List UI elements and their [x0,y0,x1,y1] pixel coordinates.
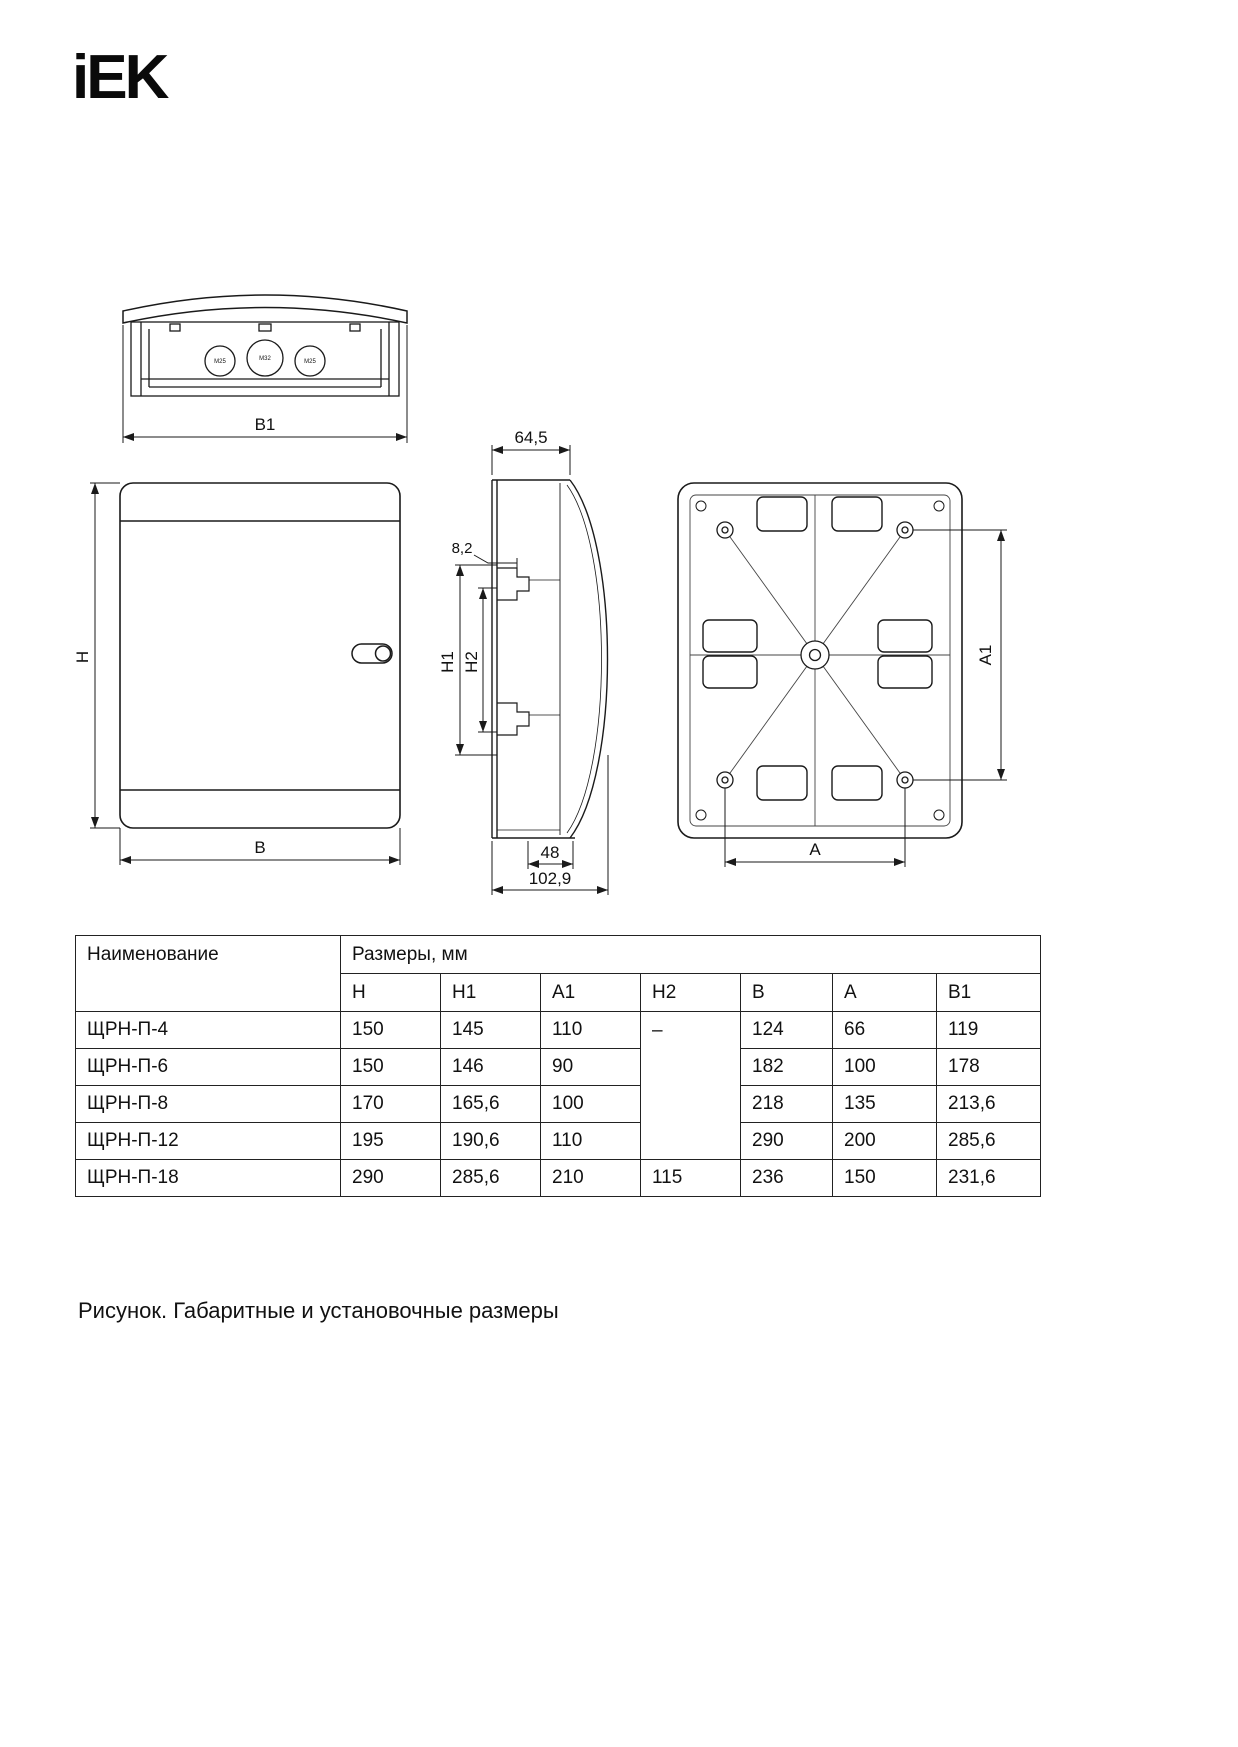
cell-h: 150 [341,1049,441,1086]
front-view-drawing [73,475,413,875]
cell-a: 150 [833,1160,937,1197]
cell-b1: 231,6 [937,1160,1041,1197]
cell-b: 182 [741,1049,833,1086]
back-view-drawing [670,475,1025,875]
cell-b: 124 [741,1012,833,1049]
b-dimension-label: B [254,838,266,857]
cell-h1: 145 [441,1012,541,1049]
side-profile [492,480,608,838]
figure-caption: Рисунок. Габаритные и установочные размеры [78,1298,559,1323]
table-row [76,1049,1041,1086]
col-header-b: B [741,974,833,1012]
cell-b1: 213,6 [937,1086,1041,1123]
iek-logo: iEK [72,43,167,112]
cell-a1: 90 [541,1049,641,1086]
col-header-a: A [833,974,937,1012]
cell-h1: 146 [441,1049,541,1086]
cell-name: ЩРН-П-4 [76,1012,341,1049]
col-group-header-sizes: Размеры, мм [341,936,1041,974]
cell-b: 236 [741,1160,833,1197]
h1-dimension-label: H1 [438,651,457,673]
cell-h: 170 [341,1086,441,1123]
col-header-name: Наименование [76,936,341,1012]
cell-a1: 110 [541,1123,641,1160]
knockout-label-m25-right: M25 [304,359,316,365]
cell-a1: 100 [541,1086,641,1123]
cell-b: 290 [741,1123,833,1160]
h-dimension-label: H [73,650,92,664]
cell-h: 290 [341,1160,441,1197]
table-row [76,1160,1041,1197]
table-row [76,1123,1041,1160]
dimensions-table [75,935,1041,1197]
cell-a: 66 [833,1012,937,1049]
side-view-drawing [440,425,630,905]
cell-b1: 119 [937,1012,1041,1049]
cell-name: ЩРН-П-18 [76,1160,341,1197]
cell-b1: 285,6 [937,1123,1041,1160]
enclosure-door [120,483,400,828]
a1-dimension-label: A1 [976,644,995,666]
door-handle [352,644,392,663]
knockout-label-m25-left: M25 [214,359,226,365]
cell-h1: 285,6 [441,1160,541,1197]
table-header-row-1 [76,936,1041,974]
cell-a1: 110 [541,1012,641,1049]
table-row [76,1086,1041,1123]
cell-name: ЩРН-П-12 [76,1123,341,1160]
knockout-label-m32: M32 [259,356,271,362]
cell-a1: 210 [541,1160,641,1197]
depth-64-dimension-label: 64,5 [514,428,548,447]
cell-name: ЩРН-П-8 [76,1086,341,1123]
depth-102-dimension-label: 102,9 [528,869,572,888]
col-header-a1: A1 [541,974,641,1012]
rail-48-dimension-label: 48 [540,843,560,862]
cell-a: 135 [833,1086,937,1123]
b1-dimension-label: B1 [254,415,276,434]
top-view-lid [123,295,407,323]
clip-dimension-label: 8,2 [451,540,473,557]
col-header-b1: B1 [937,974,1041,1012]
table-row [76,1012,1041,1049]
cell-h1: 165,6 [441,1086,541,1123]
cell-a: 100 [833,1049,937,1086]
h2-dimension-label: H2 [462,651,481,673]
a-dimension-label: A [809,840,821,859]
depth-64-dimension [492,445,570,475]
cell-b: 218 [741,1086,833,1123]
din-rail-clips [497,568,560,830]
cell-h1: 190,6 [441,1123,541,1160]
cell-b1: 178 [937,1049,1041,1086]
h-dimension [90,483,120,828]
col-header-h: H [341,974,441,1012]
cell-name: ЩРН-П-6 [76,1049,341,1086]
center-boss [801,641,829,669]
cell-h: 150 [341,1012,441,1049]
cell-h2-merged: – [641,1012,741,1160]
col-header-h2: H2 [641,974,741,1012]
cell-a: 200 [833,1123,937,1160]
top-view-drawing [115,275,415,460]
col-header-h1: H1 [441,974,541,1012]
cell-h2: 115 [641,1160,741,1197]
cell-h: 195 [341,1123,441,1160]
